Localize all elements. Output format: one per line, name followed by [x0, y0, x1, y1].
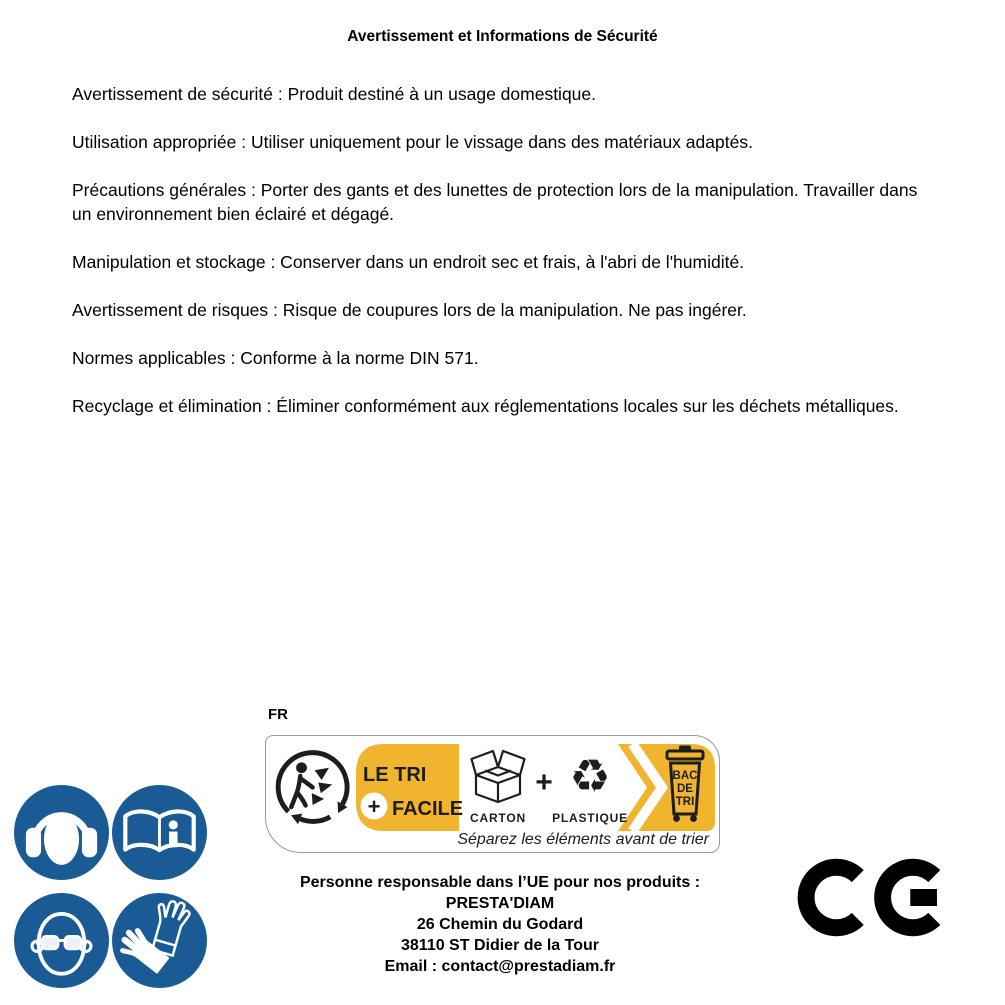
contact-line: 26 Chemin du Godard	[416, 916, 584, 933]
safety-paragraph: Avertissement de sécurité : Produit destiné à un usage domestique.	[72, 84, 597, 104]
banner-title-line1: LE TRI	[363, 764, 427, 786]
wear-ear-protection-icon	[14, 785, 109, 880]
triman-icon	[278, 753, 347, 825]
plastic-recycling-icon: ♻	[569, 750, 611, 802]
safety-paragraph: Avertissement de risques : Risque de coupures lors de la manipulation. Ne pas ingérer.	[72, 300, 747, 320]
bin-label-line3: TRI	[675, 796, 695, 808]
safety-paragraph: Précautions générales : Porter des gants et des lunettes de protection lors de la manipulation. Travailler dans un environnement bien éclairé et dégagé.	[72, 180, 918, 224]
read-instruction-manual-icon	[112, 785, 207, 880]
safety-paragraphs	[72, 82, 924, 442]
country-code-label: FR	[268, 706, 288, 723]
contact-line: Email : contact@prestadiam.fr	[384, 958, 616, 975]
ce-marking-icon	[797, 853, 947, 942]
safety-paragraph: Manipulation et stockage : Conserver dans un endroit sec et frais, à l'abri de l'humidité.	[72, 252, 745, 272]
contact-block	[240, 872, 760, 977]
contact-line: PRESTA'DIAM	[445, 895, 555, 912]
plus-badge-sign: +	[367, 794, 381, 819]
safety-paragraph: Utilisation appropriée : Utiliser uniquement pour le vissage dans des matériaux adaptés.	[72, 132, 753, 152]
safety-paragraph: Recyclage et élimination : Éliminer conformément aux réglementations locales sur les déchets métalliques.	[72, 396, 899, 416]
safety-paragraph: Normes applicables : Conforme à la norme DIN 571.	[72, 348, 479, 368]
bin-label-line1: BAC	[672, 770, 698, 782]
wear-protective-gloves-icon	[112, 893, 207, 988]
infotri-recycling-label	[265, 735, 720, 853]
contact-line: Personne responsable dans l’UE pour nos produits :	[299, 874, 701, 891]
bin-label-line2: DE	[677, 783, 693, 795]
carton-label: CARTON	[470, 811, 526, 825]
banner-title-line2: FACILE	[392, 798, 464, 820]
page-title: Avertissement et Informations de Sécurité	[347, 28, 658, 45]
contact-line: 38110 ST Didier de la Tour	[401, 937, 599, 954]
materials-plus-sign: +	[535, 766, 553, 799]
wear-eye-protection-icon	[14, 893, 109, 988]
sorting-instruction: Séparez les éléments avant de trier	[457, 831, 709, 848]
plastique-label: PLASTIQUE	[552, 811, 628, 825]
